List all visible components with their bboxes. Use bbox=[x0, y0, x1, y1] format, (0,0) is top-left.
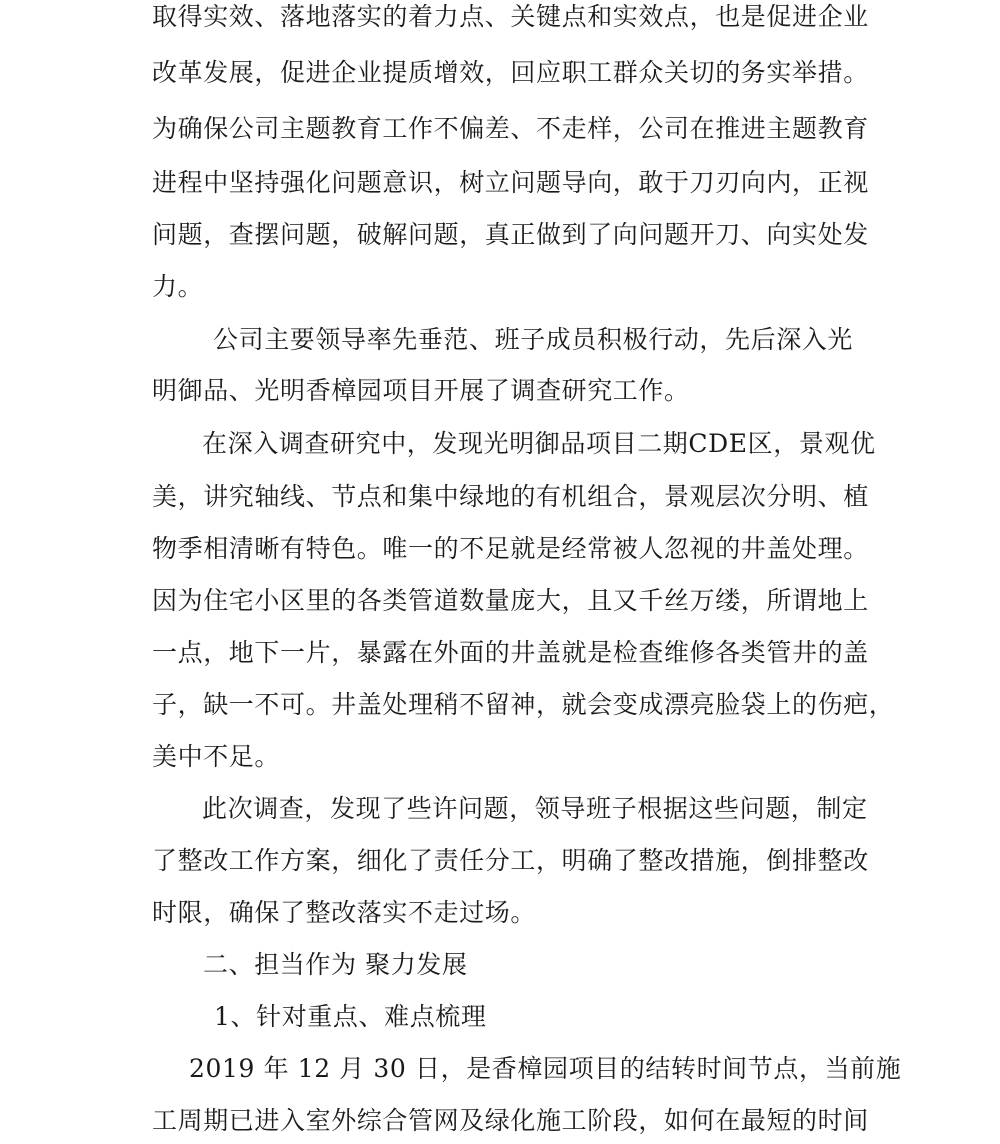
paragraph-line-5: 问题，查摆问题，破解问题，真正做到了向问题开刀、向实处发 bbox=[152, 220, 869, 249]
paragraph-line-4: 进程中坚持强化问题意识，树立问题导向，敢于刀刃向内，正视 bbox=[152, 168, 869, 197]
paragraph-line-17: 了整改工作方案，细化了责任分工，明确了整改措施，倒排整改 bbox=[152, 846, 869, 875]
paragraph-line-7: 公司主要领导率先垂范、班子成员积极行动，先后深入光 bbox=[213, 325, 854, 354]
paragraph-line-22: 工周期已进入室外综合管网及绿化施工阶段，如何在最短的时间 bbox=[152, 1106, 869, 1135]
paragraph-line-8: 明御品、光明香樟园项目开展了调查研究工作。 bbox=[152, 376, 690, 405]
paragraph-line-1: 取得实效、落地落实的着力点、关键点和实效点，也是促进企业 bbox=[152, 2, 869, 31]
paragraph-line-15: 美中不足。 bbox=[152, 742, 281, 771]
paragraph-line-6: 力。 bbox=[152, 272, 204, 301]
paragraph-line-21: 2019 年 12 月 30 日，是香樟园项目的结转时间节点，当前施 bbox=[189, 1054, 902, 1083]
paragraph-line-3: 为确保公司主题教育工作不偏差、不走样，公司在推进主题教育 bbox=[152, 114, 869, 143]
paragraph-line-2: 改革发展，促进企业提质增效，回应职工群众关切的务实举措。 bbox=[152, 58, 869, 87]
paragraph-line-14: 子，缺一不可。井盖处理稍不留神，就会变成漂亮脸袋上的伤疤， bbox=[152, 690, 895, 719]
paragraph-line-12: 因为住宅小区里的各类管道数量庞大，且又千丝万缕，所谓地上 bbox=[152, 586, 869, 615]
paragraph-line-10: 美，讲究轴线、节点和集中绿地的有机组合，景观层次分明、植 bbox=[152, 482, 869, 511]
paragraph-line-13: 一点，地下一片，暴露在外面的井盖就是检查维修各类管井的盖 bbox=[152, 638, 869, 667]
subsection-heading: 1、针对重点、难点梳理 bbox=[214, 1002, 487, 1031]
paragraph-line-18: 时限，确保了整改落实不走过场。 bbox=[152, 898, 537, 927]
section-heading: 二、担当作为 聚力发展 bbox=[203, 950, 468, 979]
paragraph-line-9: 在深入调查研究中，发现光明御品项目二期CDE区，景观优 bbox=[202, 429, 876, 458]
paragraph-line-16: 此次调查，发现了些许问题，领导班子根据这些问题，制定 bbox=[202, 794, 868, 823]
paragraph-line-11: 物季相清晰有特色。唯一的不足就是经常被人忽视的井盖处理。 bbox=[152, 534, 869, 563]
